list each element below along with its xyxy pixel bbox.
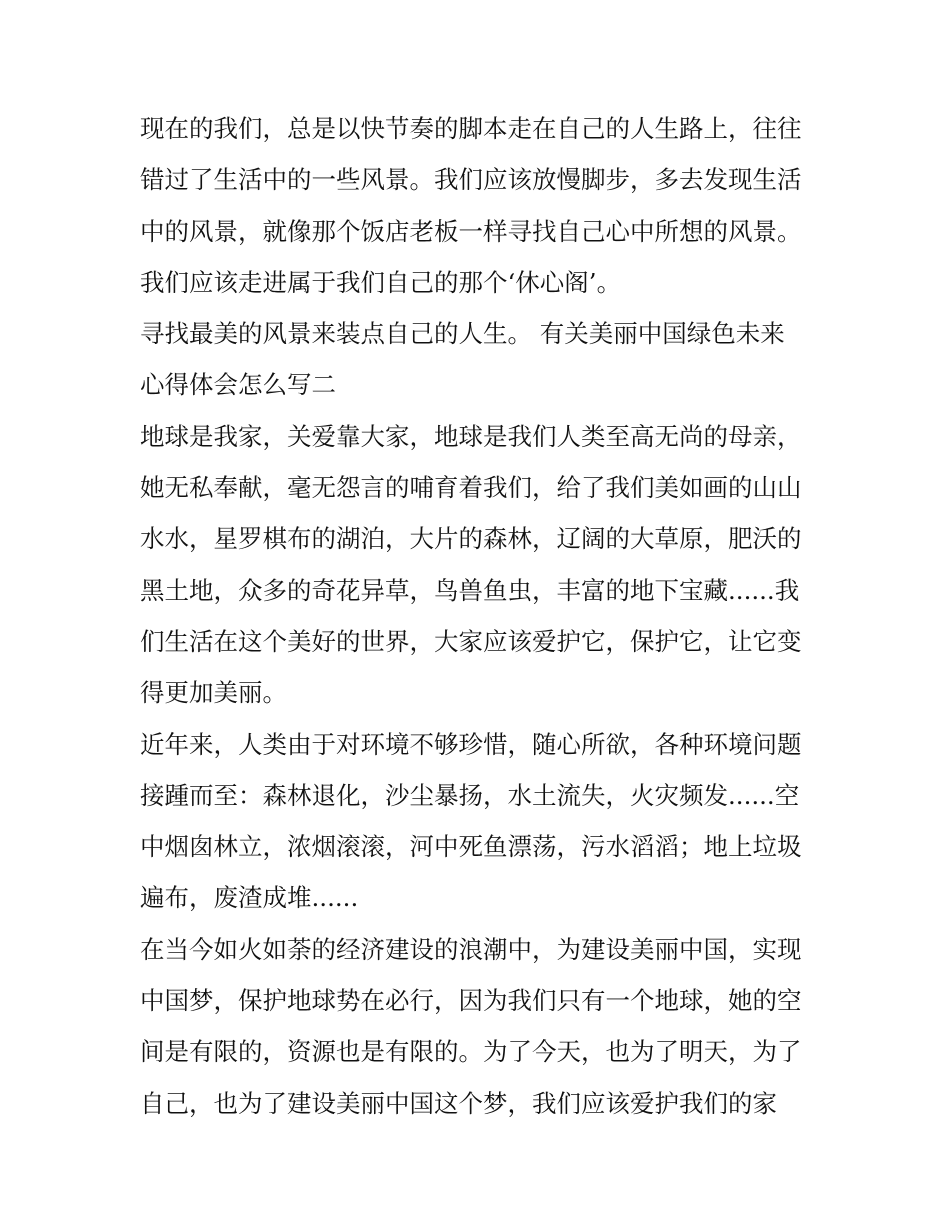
text-line: 得更加美丽。 <box>140 678 287 708</box>
text-line: 现在的我们，总是以快节奏的脚本走在自己的人生路上，往往 <box>140 114 802 143</box>
text-line: 中国梦，保护地球势在必行，因为我们只有一个地球，她的空 <box>140 986 802 1016</box>
text-line: 我们应该走进属于我们自己的那个‘休心阁’。 <box>140 267 622 297</box>
text-line: 接踵而至：森林退化，沙尘暴扬，水土流失，火灾频发......空 <box>140 780 800 810</box>
text-line: 寻找最美的风景来装点自己的人生。 有关美丽中国绿色未来 <box>140 319 785 349</box>
text-line: 遍布，废渣成堆...... <box>140 883 359 913</box>
text-line: 她无私奉献，毫无怨言的哺育着我们，给了我们美如画的山山 <box>140 473 802 503</box>
text-line: 错过了生活中的一些风景。我们应该放慢脚步，多去发现生活 <box>140 165 802 195</box>
text-line: 心得体会怎么写二 <box>140 370 336 400</box>
text-line: 们生活在这个美好的世界，大家应该爱护它，保护它，让它变 <box>140 626 802 656</box>
text-line: 中烟囱林立，浓烟滚滚，河中死鱼漂荡，污水滔滔；地上垃圾 <box>140 832 802 862</box>
text-line: 黑土地，众多的奇花异草，鸟兽鱼虫，丰富的地下宝藏......我 <box>140 575 800 605</box>
text-line: 自己，也为了建设美丽中国这个梦，我们应该爱护我们的家 <box>140 1088 777 1118</box>
text-line: 近年来，人类由于对环境不够珍惜，随心所欲，各种环境问题 <box>140 729 802 759</box>
text-line: 间是有限的，资源也是有限的。为了今天，也为了明天，为了 <box>140 1037 802 1067</box>
document-body <box>140 103 820 1129</box>
text-line: 在当今如火如荼的经济建设的浪潮中，为建设美丽中国，实现 <box>140 934 802 964</box>
text-line: 水水，星罗棋布的湖泊，大片的森林，辽阔的大草原，肥沃的 <box>140 524 802 554</box>
text-line: 中的风景，就像那个饭店老板一样寻找自己心中所想的风景。 <box>140 216 802 246</box>
text-line: 地球是我家，关爱靠大家，地球是我们人类至高无尚的母亲， <box>140 421 802 451</box>
